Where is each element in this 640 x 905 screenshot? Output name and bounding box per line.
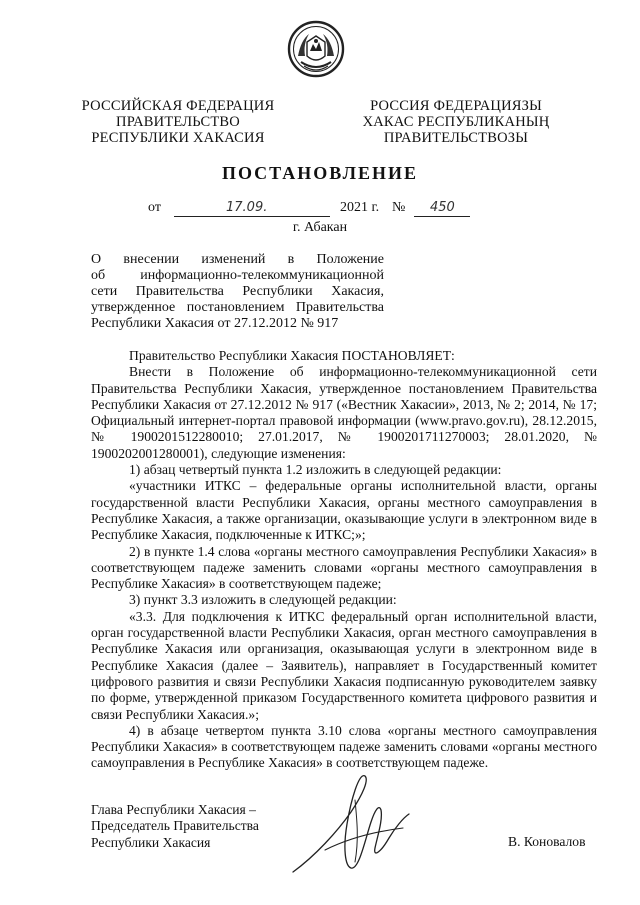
subject-block bbox=[91, 252, 384, 332]
body-paragraph: 4) в абзаце четвертом пункта 3.10 слова «органы местного самоуправления Республики Хакасия» в соответствующем падеже заменить словами «органы местного самоуправления в Республике Хакасия» в соответствующем падеже. bbox=[91, 722, 597, 771]
number-label: № bbox=[392, 200, 406, 215]
date-from-label: от bbox=[148, 200, 161, 215]
number-handwritten: 450 bbox=[430, 200, 455, 215]
header-left-line: РОССИЙСКАЯ ФЕДЕРАЦИЯ bbox=[81, 98, 275, 114]
body-paragraph: 2) в пункте 1.4 слова «органы местного самоуправления Республики Хакасия» в соответствующем падеже заменить словами «органы местного самоуправления в Республике Хакасия» в соответствующем падеже; bbox=[91, 543, 597, 592]
subject-line: сети Правительства Республики Хакасия, bbox=[91, 284, 384, 299]
header-right-line: ПРАВИТЕЛЬСТВОЗЫ bbox=[383, 130, 529, 146]
header-right bbox=[356, 98, 556, 146]
handwritten-signature bbox=[285, 770, 415, 880]
header-left bbox=[78, 98, 278, 146]
body-paragraph: «участники ИТКС – федеральные органы исполнительной власти, органы государственной власти Республики Хакасия, органы местного самоуправления в Республике Хакасия, а также организации, оказывающие услуги в электронном виде в Республике Хакасия, подключенные к ИТКС;»; bbox=[91, 478, 597, 543]
signatory-title bbox=[91, 802, 259, 851]
date-handwritten: 17.09. bbox=[226, 200, 268, 215]
body-paragraph: Правительство Республики Хакасия ПОСТАНОВЛЯЕТ: bbox=[129, 348, 455, 363]
body-paragraph: Внести в Положение об информационно-телекоммуникационной сети Правительства Республики Хакасия, утвержденное постановлением Правительства Республики Хакасия от 27.12.2012 № 917 («Вестник Хакасии», 2013, № 2; 2014, № 17; Официальный интернет-портал правовой информации (www.pravo.gov.ru), 28.12.2015, № 1900201512280010; 27.01.2017, № 1900201711270003; 28.01.2020, № 1900202001280001), следующие изменения: bbox=[91, 364, 597, 461]
header-left-line: РЕСПУБЛИКИ ХАКАСИЯ bbox=[91, 130, 265, 146]
signatory-title-line: Глава Республики Хакасия – bbox=[91, 802, 256, 817]
signatory-title-line: Республики Хакасия bbox=[91, 834, 211, 850]
number-blank-line bbox=[414, 216, 470, 217]
document-body bbox=[91, 348, 597, 772]
header-left-line: ПРАВИТЕЛЬСТВО bbox=[116, 114, 240, 130]
header-right-line: РОССИЯ ФЕДЕРАЦИЯЗЫ bbox=[370, 98, 542, 114]
subject-line: утвержденное постановлением Правительства bbox=[91, 300, 384, 315]
date-blank-line bbox=[174, 216, 330, 217]
subject-line: О внесении изменений в Положение bbox=[91, 252, 384, 267]
coat-of-arms-icon bbox=[287, 20, 345, 78]
subject-line: об информационно-телекоммуникационной bbox=[91, 268, 384, 283]
body-paragraph: «3.3. Для подключения к ИТКС федеральный орган исполнительной власти, орган государственной власти Республики Хакасия, орган местного самоуправления в Республике Хакасия или организация, оказывающая услуги в электронном виде в Республике Хакасия (далее – Заявитель), направляет в Государственный комитет цифрового развития и связи Республики Хакасия подписанную руководителем заявку по форме, утвержденной приказом Государственного комитета цифрового развития и связи Республики Хакасия.»; bbox=[91, 608, 597, 722]
subject-line: Республики Хакасия от 27.12.2012 № 917 bbox=[91, 316, 339, 331]
signatory-name: В. Коновалов bbox=[508, 834, 586, 849]
body-paragraph: 1) абзац четвертый пункта 1.2 изложить в следующей редакции: bbox=[129, 462, 502, 478]
document-type-title: ПОСТАНОВЛЕНИЕ bbox=[221, 163, 419, 183]
city-label: г. Абакан bbox=[292, 220, 348, 235]
signatory-title-line: Председатель Правительства bbox=[91, 818, 259, 834]
header-right-line: ХАКАС РЕСПУБЛИКАНЫҢ bbox=[362, 114, 550, 130]
year-label: 2021 г. bbox=[340, 200, 380, 215]
body-paragraph: 3) пункт 3.3 изложить в следующей редакции: bbox=[129, 592, 397, 608]
